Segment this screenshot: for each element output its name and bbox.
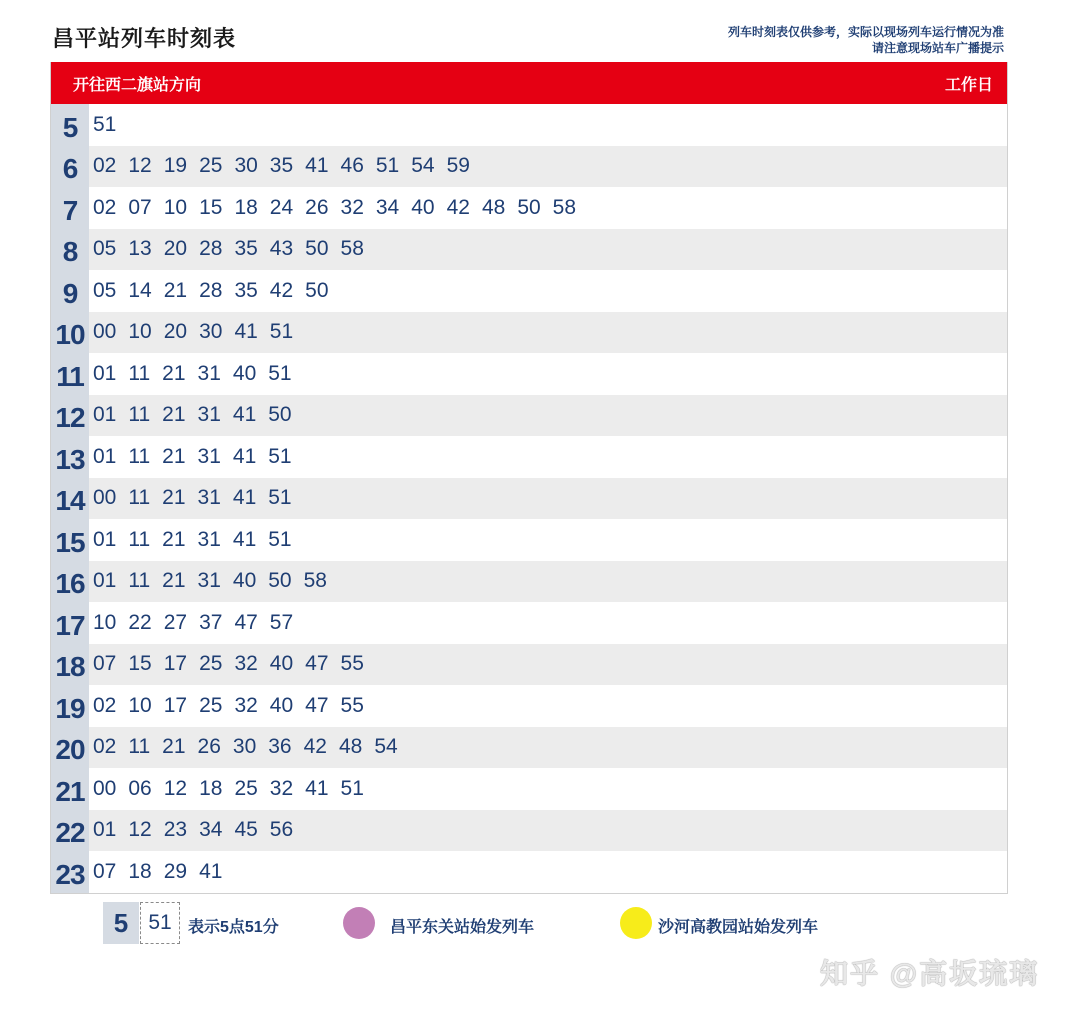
minute-cell: 21 bbox=[162, 403, 186, 427]
minute-cell: 28 bbox=[199, 278, 223, 302]
minute-cell: 22 bbox=[128, 610, 152, 634]
legend-example-hour: 5 bbox=[103, 902, 139, 944]
minute-cell: 59 bbox=[446, 154, 470, 178]
minute-cell: 51 bbox=[268, 444, 292, 468]
minute-cell: 47 bbox=[305, 693, 329, 717]
legend-example-minute: 51 bbox=[140, 902, 180, 944]
table-row bbox=[51, 519, 1007, 561]
minutes-list bbox=[89, 362, 304, 386]
minute-cell: 41 bbox=[232, 486, 257, 510]
minute-cell: 30 bbox=[234, 154, 258, 178]
hour-cell: 8 bbox=[51, 229, 89, 271]
minute-cell: 10 bbox=[128, 693, 152, 717]
table-row bbox=[51, 146, 1007, 188]
minute-cell: 12 bbox=[163, 776, 188, 800]
timetable bbox=[50, 62, 1008, 894]
minute-cell: 50 bbox=[268, 403, 292, 427]
minute-cell: 31 bbox=[197, 403, 221, 427]
minute-cell: 21 bbox=[162, 486, 186, 510]
minute-cell: 26 bbox=[197, 735, 221, 759]
minute-cell: 21 bbox=[163, 278, 188, 302]
minute-cell: 15 bbox=[128, 652, 152, 676]
minute-cell: 07 bbox=[93, 652, 117, 676]
minute-cell: 32 bbox=[269, 776, 294, 800]
direction-label: 开往西二旗站方向 bbox=[73, 76, 202, 94]
minute-cell: 19 bbox=[163, 154, 188, 178]
minutes-list bbox=[89, 611, 305, 635]
table-row bbox=[51, 436, 1007, 478]
hour-cell: 5 bbox=[51, 104, 89, 146]
minute-cell: 18 bbox=[128, 859, 152, 883]
minute-cell: 12 bbox=[128, 154, 152, 178]
minute-cell: 11 bbox=[128, 403, 151, 427]
minute-cell: 32 bbox=[234, 693, 258, 717]
minute-cell: 20 bbox=[163, 237, 188, 261]
hour-cell: 15 bbox=[51, 519, 89, 561]
minutes-list bbox=[89, 320, 305, 344]
minute-cell: 30 bbox=[232, 735, 257, 759]
minute-cell: 55 bbox=[340, 693, 364, 717]
minute-cell: 13 bbox=[128, 237, 152, 261]
hour-cell: 17 bbox=[51, 602, 89, 644]
timetable-rows bbox=[51, 104, 1007, 893]
minutes-list bbox=[89, 196, 588, 220]
table-row bbox=[51, 644, 1007, 686]
yellow-dot-icon bbox=[620, 907, 652, 939]
minute-cell: 25 bbox=[199, 693, 223, 717]
minute-cell: 21 bbox=[162, 735, 186, 759]
minutes-list bbox=[89, 777, 376, 801]
minute-cell: 10 bbox=[163, 195, 188, 219]
minute-cell: 50 bbox=[268, 569, 292, 593]
minutes-list bbox=[89, 528, 304, 552]
minute-cell: 28 bbox=[199, 237, 223, 261]
minute-cell: 25 bbox=[199, 652, 223, 676]
minutes-list bbox=[89, 694, 376, 718]
legend-purple-text: 昌平东关站始发列车 bbox=[390, 919, 535, 936]
minute-cell: 21 bbox=[162, 444, 186, 468]
notice bbox=[728, 24, 1004, 56]
minute-cell: 18 bbox=[234, 195, 258, 219]
minutes-list bbox=[89, 403, 304, 427]
minute-cell: 41 bbox=[234, 320, 258, 344]
minute-cell: 12 bbox=[128, 818, 152, 842]
minutes-list bbox=[89, 237, 376, 261]
timetable-header bbox=[51, 62, 1007, 104]
minute-cell: 31 bbox=[197, 527, 221, 551]
minute-cell: 10 bbox=[93, 610, 117, 634]
minute-cell: 40 bbox=[232, 361, 257, 385]
minute-cell: 02 bbox=[93, 735, 117, 759]
minute-cell: 05 bbox=[93, 278, 117, 302]
minute-cell: 58 bbox=[303, 569, 327, 593]
minute-cell: 36 bbox=[268, 735, 292, 759]
minute-cell: 51 bbox=[269, 320, 294, 344]
minute-cell: 51 bbox=[268, 486, 292, 510]
minute-cell: 45 bbox=[234, 818, 258, 842]
minute-cell: 43 bbox=[269, 237, 294, 261]
minute-cell: 11 bbox=[128, 569, 151, 593]
minutes-list bbox=[89, 154, 482, 178]
minute-cell: 11 bbox=[128, 444, 151, 468]
minute-cell: 48 bbox=[481, 195, 506, 219]
minute-cell: 11 bbox=[128, 486, 151, 510]
purple-dot-icon bbox=[343, 907, 375, 939]
minutes-list bbox=[89, 445, 304, 469]
minutes-list bbox=[89, 279, 341, 303]
minute-cell: 02 bbox=[93, 693, 117, 717]
minute-cell: 15 bbox=[199, 195, 223, 219]
minute-cell: 35 bbox=[269, 154, 294, 178]
table-row bbox=[51, 270, 1007, 312]
minute-cell: 02 bbox=[93, 154, 117, 178]
minute-cell: 42 bbox=[269, 278, 294, 302]
minute-cell: 23 bbox=[163, 818, 188, 842]
minute-cell: 14 bbox=[128, 278, 152, 302]
minute-cell: 41 bbox=[232, 527, 257, 551]
minute-cell: 48 bbox=[338, 735, 363, 759]
minute-cell: 41 bbox=[232, 444, 257, 468]
minute-cell: 31 bbox=[197, 486, 221, 510]
minute-cell: 34 bbox=[199, 818, 223, 842]
hour-cell: 23 bbox=[51, 851, 89, 893]
minute-cell: 01 bbox=[93, 361, 117, 385]
minute-cell: 32 bbox=[340, 195, 364, 219]
minute-cell: 06 bbox=[128, 776, 152, 800]
minute-cell: 58 bbox=[340, 237, 364, 261]
table-row bbox=[51, 727, 1007, 769]
minutes-list bbox=[89, 735, 410, 759]
minute-cell: 58 bbox=[552, 195, 577, 219]
table-row bbox=[51, 478, 1007, 520]
minute-cell: 07 bbox=[93, 859, 117, 883]
table-row bbox=[51, 685, 1007, 727]
minute-cell: 51 bbox=[268, 361, 292, 385]
table-row bbox=[51, 602, 1007, 644]
table-row bbox=[51, 561, 1007, 603]
minute-cell: 18 bbox=[199, 776, 223, 800]
minute-cell: 21 bbox=[162, 569, 186, 593]
legend-yellow-text: 沙河高教园站始发列车 bbox=[658, 919, 819, 936]
minute-cell: 17 bbox=[163, 652, 188, 676]
minute-cell: 41 bbox=[199, 859, 223, 883]
minute-cell: 40 bbox=[232, 569, 257, 593]
table-row bbox=[51, 312, 1007, 354]
minute-cell: 54 bbox=[411, 154, 435, 178]
minute-cell: 24 bbox=[269, 195, 294, 219]
page-title: 昌平站列车时刻表 bbox=[52, 26, 237, 51]
minute-cell: 01 bbox=[93, 527, 117, 551]
hour-cell: 19 bbox=[51, 685, 89, 727]
minute-cell: 37 bbox=[199, 610, 223, 634]
minute-cell: 41 bbox=[305, 154, 329, 178]
minute-cell: 00 bbox=[93, 320, 117, 344]
hour-cell: 7 bbox=[51, 187, 89, 229]
day-type-label: 工作日 bbox=[944, 76, 993, 94]
minutes-list bbox=[89, 569, 339, 593]
minute-cell: 31 bbox=[197, 361, 221, 385]
minute-cell: 42 bbox=[446, 195, 470, 219]
table-row bbox=[51, 851, 1007, 893]
minute-cell: 02 bbox=[93, 195, 117, 219]
minute-cell: 05 bbox=[93, 237, 117, 261]
table-row bbox=[51, 104, 1007, 146]
minute-cell: 26 bbox=[305, 195, 329, 219]
minute-cell: 42 bbox=[303, 735, 327, 759]
minute-cell: 31 bbox=[197, 569, 221, 593]
minute-cell: 40 bbox=[269, 652, 294, 676]
hour-cell: 22 bbox=[51, 810, 89, 852]
minute-cell: 21 bbox=[162, 361, 186, 385]
minute-cell: 17 bbox=[163, 693, 188, 717]
notice-line-2: 请注意现场站车广播提示 bbox=[871, 41, 1004, 55]
hour-cell: 16 bbox=[51, 561, 89, 603]
minute-cell: 31 bbox=[197, 444, 221, 468]
watermark: 知乎 @高坂琉璃 bbox=[820, 958, 1040, 989]
minute-cell: 41 bbox=[232, 403, 257, 427]
minute-cell: 57 bbox=[269, 610, 294, 634]
minute-cell: 40 bbox=[269, 693, 294, 717]
minute-cell: 20 bbox=[163, 320, 188, 344]
minute-cell: 56 bbox=[269, 818, 294, 842]
hour-cell: 20 bbox=[51, 727, 89, 769]
minute-cell: 07 bbox=[128, 195, 152, 219]
hour-cell: 14 bbox=[51, 478, 89, 520]
minute-cell: 34 bbox=[375, 195, 400, 219]
minute-cell: 11 bbox=[128, 735, 151, 759]
hour-cell: 21 bbox=[51, 768, 89, 810]
minute-cell: 50 bbox=[517, 195, 541, 219]
minute-cell: 35 bbox=[234, 278, 258, 302]
minute-cell: 01 bbox=[93, 569, 117, 593]
table-row bbox=[51, 810, 1007, 852]
minute-cell: 54 bbox=[374, 735, 398, 759]
table-row bbox=[51, 187, 1007, 229]
notice-line-1: 列车时刻表仅供参考，实际以现场列车运行情况为准 bbox=[727, 25, 1004, 39]
hour-cell: 18 bbox=[51, 644, 89, 686]
minute-cell: 51 bbox=[268, 527, 292, 551]
minute-cell: 35 bbox=[234, 237, 258, 261]
minutes-list bbox=[89, 652, 376, 676]
minute-cell: 25 bbox=[234, 776, 258, 800]
minutes-list bbox=[89, 818, 305, 842]
minute-cell: 41 bbox=[305, 776, 329, 800]
minute-cell: 55 bbox=[340, 652, 364, 676]
table-row bbox=[51, 395, 1007, 437]
minute-cell: 21 bbox=[162, 527, 186, 551]
minute-cell: 51 bbox=[93, 112, 117, 136]
hour-cell: 12 bbox=[51, 395, 89, 437]
table-row bbox=[51, 353, 1007, 395]
hour-cell: 13 bbox=[51, 436, 89, 478]
minute-cell: 47 bbox=[234, 610, 258, 634]
minute-cell: 32 bbox=[234, 652, 258, 676]
minute-cell: 01 bbox=[93, 403, 117, 427]
minute-cell: 50 bbox=[305, 237, 329, 261]
minute-cell: 40 bbox=[411, 195, 435, 219]
minutes-list bbox=[89, 486, 304, 510]
minutes-list bbox=[89, 860, 234, 884]
minute-cell: 47 bbox=[305, 652, 329, 676]
minute-cell: 50 bbox=[305, 278, 329, 302]
minute-cell: 11 bbox=[128, 361, 151, 385]
hour-cell: 9 bbox=[51, 270, 89, 312]
minute-cell: 10 bbox=[128, 320, 152, 344]
minute-cell: 30 bbox=[199, 320, 223, 344]
hour-cell: 11 bbox=[51, 353, 89, 395]
legend-example-text: 表示5点51分 bbox=[188, 919, 279, 936]
minute-cell: 27 bbox=[163, 610, 188, 634]
minute-cell: 00 bbox=[93, 486, 117, 510]
minute-cell: 25 bbox=[199, 154, 223, 178]
minute-cell: 00 bbox=[93, 776, 117, 800]
minute-cell: 51 bbox=[340, 776, 364, 800]
minute-cell: 51 bbox=[375, 154, 400, 178]
legend bbox=[0, 902, 1080, 946]
minute-cell: 01 bbox=[93, 444, 117, 468]
hour-cell: 6 bbox=[51, 146, 89, 188]
table-row bbox=[51, 768, 1007, 810]
minutes-list bbox=[89, 113, 128, 137]
minute-cell: 29 bbox=[163, 859, 188, 883]
hour-cell: 10 bbox=[51, 312, 89, 354]
minute-cell: 46 bbox=[340, 154, 364, 178]
minute-cell: 01 bbox=[93, 818, 117, 842]
minute-cell: 11 bbox=[128, 527, 151, 551]
table-row bbox=[51, 229, 1007, 271]
